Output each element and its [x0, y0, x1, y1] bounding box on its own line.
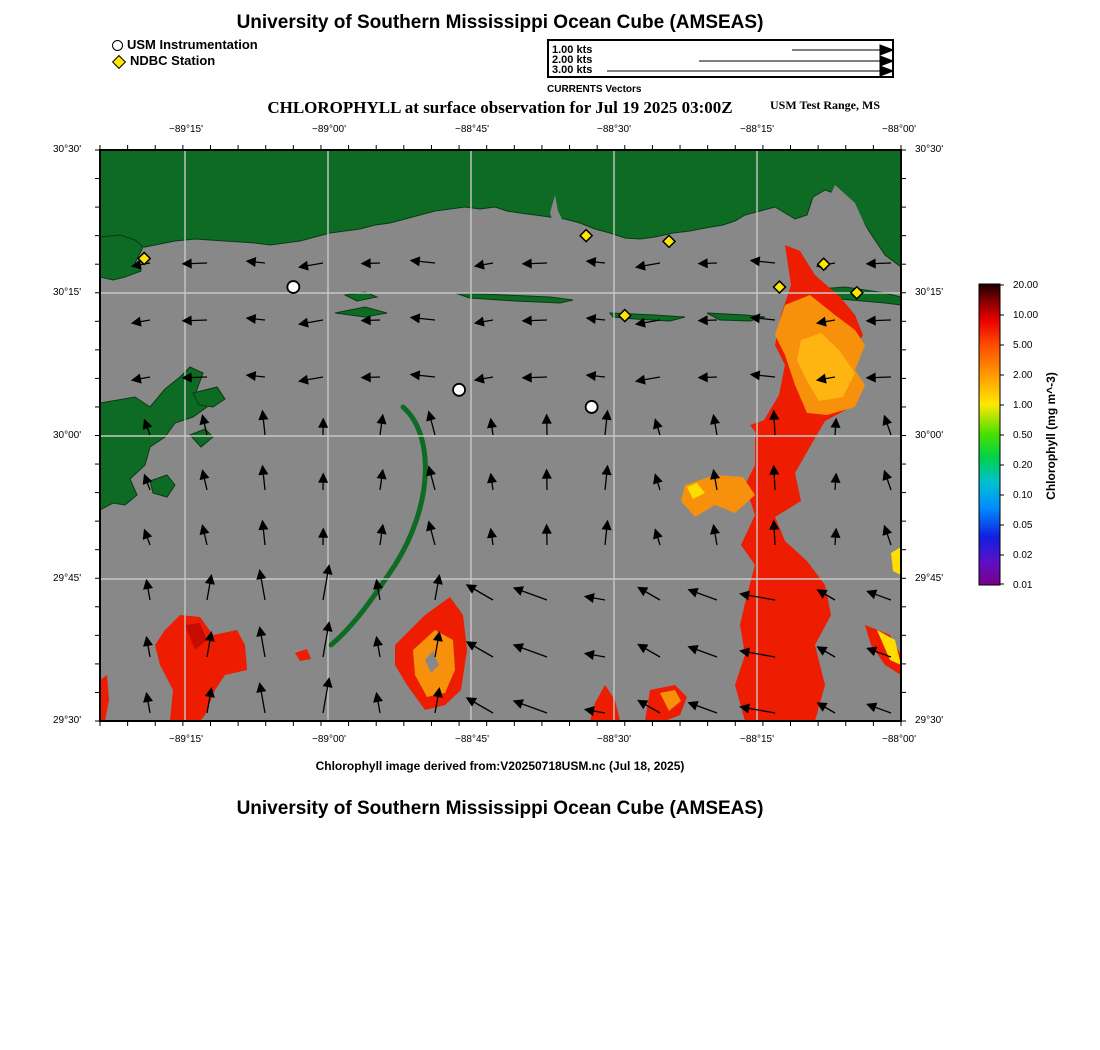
lon-tick-top: −88°00' — [882, 124, 916, 135]
page-title-bottom: University of Southern Mississippi Ocean Cube (AMSEAS) — [236, 798, 764, 819]
lon-tick-bottom: −88°30' — [597, 734, 631, 745]
lat-tick-right: 29°30' — [915, 715, 944, 726]
vector-scale-label-1: 1.00 kts — [552, 44, 593, 56]
lat-tick-left: 30°15' — [53, 287, 82, 298]
map-subtitle: CHLOROPHYLL at surface observation for Jul 19 2025 03:00Z — [267, 98, 733, 117]
lon-tick-bottom: −89°15' — [169, 734, 203, 745]
colorbar-label: 20.00 — [1013, 280, 1039, 291]
lon-tick-bottom: −89°00' — [312, 734, 346, 745]
lon-tick-top: −89°00' — [312, 124, 346, 135]
vector-scale-label-2: 2.00 kts — [552, 54, 593, 66]
lat-tick-left: 29°30' — [53, 715, 82, 726]
region-label: USM Test Range, MS — [770, 98, 881, 112]
colorbar-label: 5.00 — [1013, 340, 1033, 351]
usm-instrument-marker — [586, 401, 598, 413]
station-legend — [112, 37, 258, 69]
lon-tick-top: −88°45' — [455, 124, 489, 135]
colorbar-label: 0.02 — [1013, 550, 1033, 561]
lon-tick-bottom: −88°15' — [740, 734, 774, 745]
colorbar-label: 0.10 — [1013, 490, 1033, 501]
colorbar-label: 0.50 — [1013, 430, 1033, 441]
lat-tick-right: 30°00' — [915, 430, 944, 441]
lat-tick-left: 29°45' — [53, 573, 82, 584]
lat-tick-right: 30°15' — [915, 287, 944, 298]
lat-tick-left: 30°00' — [53, 430, 82, 441]
lon-tick-top: −88°30' — [597, 124, 631, 135]
legend-item-usm — [112, 37, 258, 53]
lon-tick-top: −89°15' — [169, 124, 203, 135]
colorbar-label: 1.00 — [1013, 400, 1033, 411]
vector-scale-label-3: 3.00 kts — [552, 64, 593, 76]
chlorophyll-map[interactable] — [95, 145, 907, 727]
legend-label-ndbc: NDBC Station — [130, 53, 216, 68]
page-title: University of Southern Mississippi Ocean Cube (AMSEAS) — [236, 12, 764, 33]
colorbar-label: 0.05 — [1013, 520, 1033, 531]
lon-tick-bottom: −88°45' — [455, 734, 489, 745]
lat-tick-right: 29°45' — [915, 573, 944, 584]
lon-tick-bottom: −88°00' — [882, 734, 916, 745]
colorbar-label: 0.01 — [1013, 580, 1033, 591]
diamond-icon — [112, 54, 126, 68]
vector-scale-box — [547, 39, 894, 78]
image-source-label: Chlorophyll image derived from:V20250718USM.nc (Jul 18, 2025) — [315, 759, 685, 773]
circle-icon — [112, 40, 123, 51]
lat-tick-right: 30°30' — [915, 144, 944, 155]
vector-scale-arrows — [549, 41, 894, 78]
lat-tick-left: 30°30' — [53, 144, 82, 155]
usm-instrument-marker — [287, 281, 299, 293]
colorbar-label: 10.00 — [1013, 310, 1039, 321]
lon-tick-top: −88°15' — [740, 124, 774, 135]
colorbar — [975, 281, 1005, 591]
usm-instrument-marker — [453, 384, 465, 396]
colorbar-title: Chlorophyll (mg m^-3) — [1044, 372, 1058, 500]
legend-item-ndbc — [112, 53, 258, 69]
legend-label-usm: USM Instrumentation — [127, 37, 258, 52]
vector-caption: CURRENTS Vectors — [547, 84, 642, 95]
colorbar-label: 2.00 — [1013, 370, 1033, 381]
colorbar-label: 0.20 — [1013, 460, 1033, 471]
